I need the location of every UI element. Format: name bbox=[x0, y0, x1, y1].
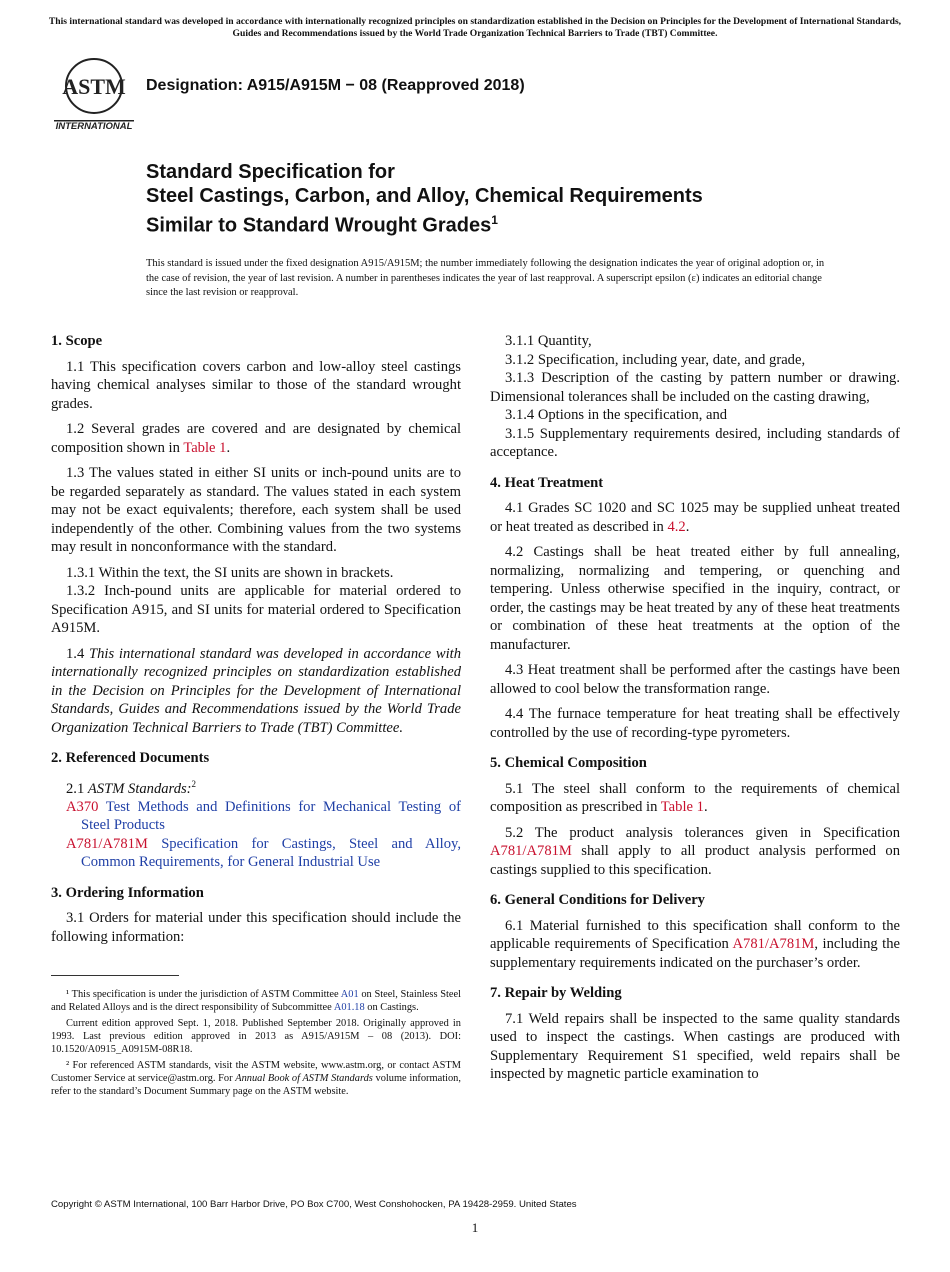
footnotes bbox=[51, 988, 461, 1101]
paragraph-6-1: 6.1 Material furnished to this specification shall conform to the applicable requirements of Specification A781/A781M, including the supplementary requirements indicated on the purchaser’s order. bbox=[490, 917, 900, 971]
title-footnote-mark[interactable]: 1 bbox=[491, 213, 498, 227]
paragraph-4-2: 4.2 Castings shall be heat treated either by full annealing, normalizing, normalizing and tempering, or quenching and tempering. Unless otherwise specified in the inquiry, contract, or order, the castings may be heat treated by any of these heat treatments or combination of these heat treatments at the option of the manufacturer. bbox=[490, 544, 900, 653]
reference-code-a370[interactable]: A370 bbox=[66, 798, 99, 815]
logo-word: INTERNATIONAL bbox=[55, 121, 133, 132]
title-line-2: Steel Castings, Carbon, and Alloy, Chemical Requirements bbox=[146, 185, 703, 207]
section-heading-general-conditions: 6. General Conditions for Delivery bbox=[490, 892, 705, 908]
paragraph-1-3-1: 1.3.1 Within the text, the SI units are shown in brackets. bbox=[66, 564, 394, 581]
paragraph-1-1: 1.1 This specification covers carbon and low-alloy steel castings having chemical analyses similar to those of the standard wrought grades. bbox=[51, 358, 461, 412]
footnote-2: ² For referenced ASTM standards, visit the ASTM website, www.astm.org, or contact ASTM Customer Service at service@astm.org. For Annual Book of ASTM Standards volume information, refer to the standard’s Document Summary page on the ASTM website. bbox=[51, 1060, 461, 1097]
footnote-edition: Current edition approved Sept. 1, 2018. Published September 2018. Originally approved in 1993. Last previous edition approved in 2013 as A915/A915M – 08 (2013). DOI: 10.1520/A0915_A0915M-08R18. bbox=[51, 1018, 461, 1055]
paragraph-3-1-4: 3.1.4 Options in the specification, and bbox=[505, 407, 728, 423]
paragraph-5-1: 5.1 The steel shall conform to the requirements of chemical composition as prescribed in Table 1. bbox=[490, 780, 900, 815]
section-heading-heat-treatment: 4. Heat Treatment bbox=[490, 474, 604, 491]
section-heading-chemical-composition: 5. Chemical Composition bbox=[490, 755, 647, 771]
designation: Designation: A915/A915M − 08 (Reapproved 2018) bbox=[146, 77, 525, 94]
top-notice: This international standard was developed in accordance with internationally recognized principles on standardization established in the Decision on Principles for the Development of International Standards, Guides and Recommendations issued by the World Trade Organization Technical Barriers to Trade (TBT) Committee. bbox=[48, 16, 902, 39]
reference-code-a781[interactable]: A781/A781M bbox=[66, 835, 148, 852]
document-title bbox=[146, 160, 703, 238]
footnote-1: ¹ This specification is under the jurisdiction of ASTM Committee A01 on Steel, Stainless Steel and Related Alloys and is the direct responsibility of Subcommittee A01.18 on Castings. bbox=[51, 989, 461, 1013]
section-heading-ordering-information: 3. Ordering Information bbox=[51, 884, 204, 901]
section-heading-repair-by-welding: 7. Repair by Welding bbox=[490, 985, 622, 1001]
subcommittee-a01-18-link[interactable]: A01.18 bbox=[333, 1002, 365, 1013]
footnote-rule bbox=[51, 975, 179, 976]
paragraph-2-1: 2.1 ASTM Standards:$^2$ bbox=[66, 778, 197, 797]
paragraph-7-1: 7.1 Weld repairs shall be inspected to the same quality standards used to inspect the castings. When castings are produced with Supplementary Requirement S1 specified, weld repairs shall be inspected by magnetic particle examination to bbox=[490, 1010, 900, 1082]
paragraph-1-3-2: 1.3.2 Inch-pound units are applicable for material ordered to Specification A915, and SI units for material ordered to Specification A915M. bbox=[51, 583, 461, 636]
paragraph-5-2: 5.2 The product analysis tolerances given in Specification A781/A781M shall apply to all product analysis performed on castings supplied to this specification. bbox=[490, 824, 900, 878]
paragraph-4-3: 4.3 Heat treatment shall be performed after the castings have been allowed to cool below the transformation range. bbox=[490, 662, 900, 697]
astm-international-logo bbox=[52, 56, 136, 132]
reference-a781[interactable]: A781/A781M Specification for Castings, Steel and Alloy, Common Requirements, for General Industrial Use bbox=[66, 835, 461, 871]
left-column bbox=[51, 332, 461, 953]
title-line-1: Standard Specification for bbox=[146, 161, 395, 183]
copyright-line: Copyright © ASTM International, 100 Barr Harbor Drive, PO Box C700, West Conshohocken, PA 19428-2959. United States bbox=[51, 1199, 577, 1210]
a781-link[interactable]: A781/A781M bbox=[490, 843, 572, 859]
paragraph-3-1-5: 3.1.5 Supplementary requirements desired, including standards of acceptance. bbox=[490, 425, 900, 460]
a781-link-2[interactable]: A781/A781M bbox=[732, 936, 815, 952]
paragraph-3-1-3: 3.1.3 Description of the casting by pattern number or drawing. Dimensional tolerances shall be included on the casting drawing, bbox=[490, 370, 900, 405]
section-heading-scope: 1. Scope bbox=[51, 333, 103, 349]
section-4-2-link[interactable]: 4.2 bbox=[667, 518, 686, 535]
paragraph-4-4: 4.4 The furnace temperature for heat treating shall be effectively controlled by the use of recording-type pyrometers. bbox=[490, 706, 900, 741]
paragraph-1-2: 1.2 Several grades are covered and are designated by chemical composition shown in Table 1. bbox=[51, 421, 461, 456]
footnote-2-mark[interactable]: 2 bbox=[191, 778, 197, 789]
fixed-designation-note: This standard is issued under the fixed designation A915/A915M; the number immediately following the designation indicates the year of original adoption or, in the case of revision, the year of last revision. A number in parentheses indicates the year of last reapproval. A superscript epsilon (ε) indicates an editorial change since the last revision or reapproval. bbox=[146, 258, 825, 298]
paragraph-3-1-1: 3.1.1 Quantity, bbox=[505, 333, 592, 349]
paragraph-4-1: 4.1 Grades SC 1020 and SC 1025 may be supplied unheat treated or heat treated as described in 4.2. bbox=[490, 500, 900, 535]
right-column bbox=[490, 332, 900, 1091]
paragraph-1-3: 1.3 The values stated in either SI units or inch-pound units are to be regarded separately as standard. The values stated in each system may not be exact equivalents; therefore, each system shall be used independently of the other. Combining values from the two systems may result in nonconformance with the standard. bbox=[51, 465, 461, 555]
table-1-link-2[interactable]: Table 1 bbox=[660, 799, 704, 815]
table-1-link[interactable]: Table 1 bbox=[183, 439, 227, 456]
section-heading-referenced-documents: 2. Referenced Documents bbox=[51, 750, 210, 766]
logo-letters: ASTM bbox=[62, 74, 126, 99]
reference-a370[interactable]: A370 Test Methods and Definitions for Mechanical Testing of Steel Products bbox=[66, 798, 461, 834]
paragraph-3-1: 3.1 Orders for material under this specification should include the following information: bbox=[51, 910, 461, 945]
page-number: 1 bbox=[471, 1220, 479, 1235]
paragraph-3-1-2: 3.1.2 Specification, including year, date, and grade, bbox=[505, 351, 806, 368]
committee-a01-link[interactable]: A01 bbox=[340, 989, 359, 1000]
title-line-3: Similar to Standard Wrought Grades bbox=[146, 214, 492, 237]
paragraph-1-4: 1.4 This international standard was developed in accordance with internationally recognized principles on standardization established in the Decision on Principles for the Development of International Standards, Guides and Recommendations issued by the World Trade Organization Technical Barriers to Trade (TBT) Committee. bbox=[51, 645, 462, 736]
